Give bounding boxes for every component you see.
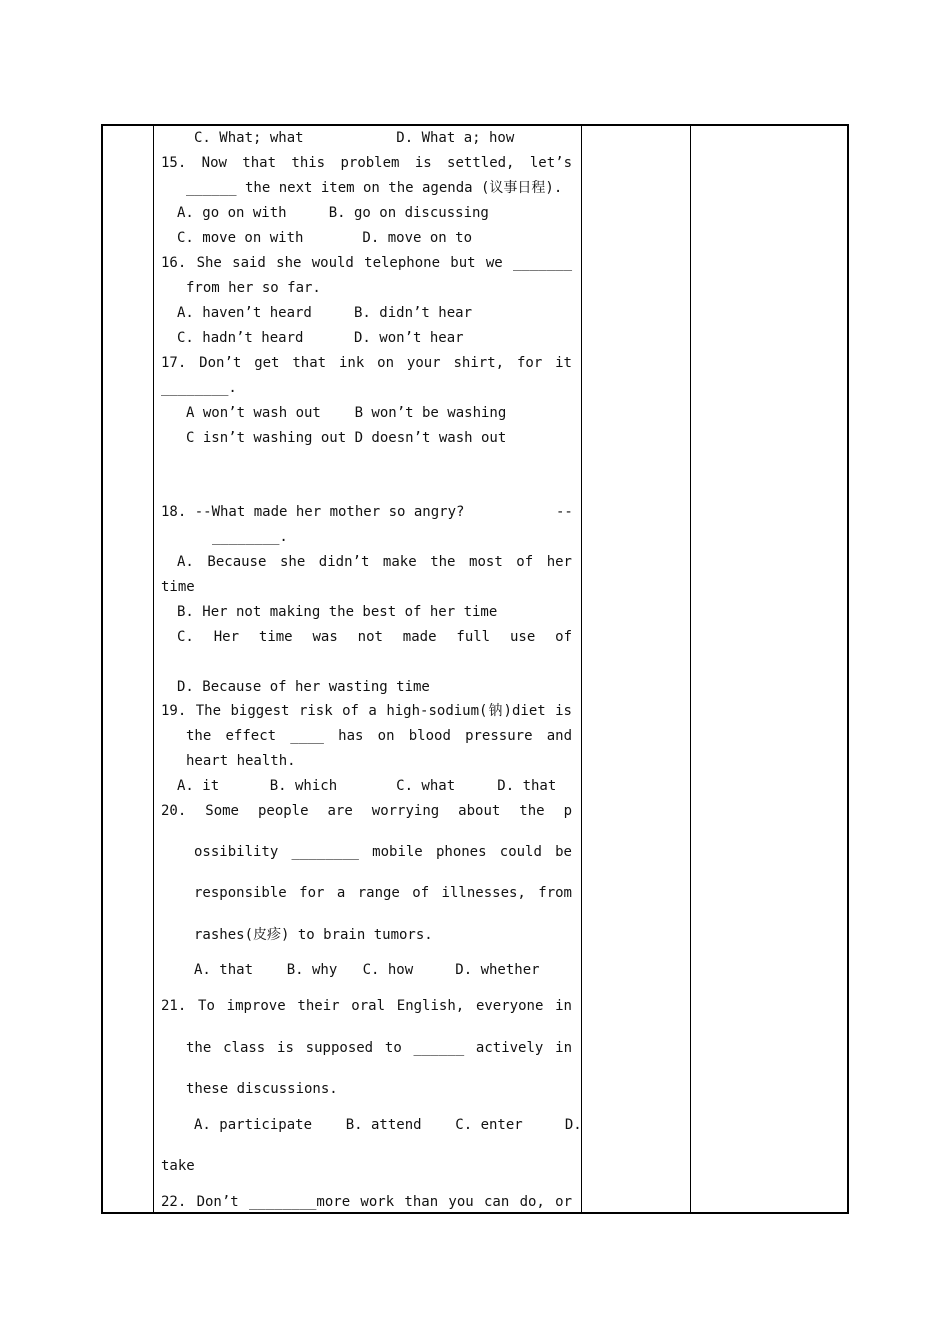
- options-line: C isn’t washing out D doesn’t wash out: [186, 430, 507, 446]
- options-line: time: [161, 579, 195, 595]
- question-line: ________.: [212, 529, 288, 545]
- answer-dash: --: [556, 504, 573, 520]
- options-line: A. go on with B. go on discussing: [177, 205, 489, 221]
- options-line: C. Her time was not made full use of: [177, 629, 572, 645]
- options-line: B. Her not making the best of her time: [177, 604, 498, 620]
- question-line: responsible for a range of illnesses, from: [194, 885, 572, 901]
- options-line: A. that B. why C. how D. whether: [194, 962, 540, 978]
- question-22: 22. Don’t ________more work than you can do, or: [161, 1194, 572, 1210]
- column-divider-3: [690, 126, 691, 1212]
- question-line: these discussions.: [186, 1081, 338, 1097]
- question-18: 18. --What made her mother so angry?: [161, 504, 465, 520]
- question-line: ________.: [161, 380, 237, 396]
- options-line: A. Because she didn’t make the most of her: [177, 554, 572, 570]
- question-line: ______ the next item on the agenda (议事日程).: [186, 180, 563, 196]
- question-16: 16. She said she would telephone but we _______: [161, 255, 572, 271]
- question-20: 20. Some people are worrying about the p: [161, 803, 572, 819]
- question-17: 17. Don’t get that ink on your shirt, for it: [161, 355, 572, 371]
- column-divider-1: [153, 126, 154, 1212]
- options-line: C. move on with D. move on to: [177, 230, 473, 246]
- question-line: rashes(皮疹) to brain tumors.: [194, 927, 433, 943]
- options-line: C. What; what D. What a; how: [194, 130, 515, 146]
- options-line: A. participate B. attend C. enter D.: [194, 1117, 582, 1133]
- question-21: 21. To improve their oral English, everyone in: [161, 998, 572, 1014]
- options-line: A won’t wash out B won’t be washing: [186, 405, 507, 421]
- options-line: D. Because of her wasting time: [177, 679, 430, 695]
- question-line: from her so far.: [186, 280, 321, 296]
- question-15: 15. Now that this problem is settled, let’s: [161, 155, 572, 171]
- options-line: take: [161, 1158, 195, 1174]
- question-line: the class is supposed to ______ actively in: [186, 1040, 572, 1056]
- question-line: the effect ____ has on blood pressure and: [186, 728, 572, 744]
- options-line: C. hadn’t heard D. won’t hear: [177, 330, 464, 346]
- options-line: A. it B. which C. what D. that: [177, 778, 557, 794]
- question-line: heart health.: [186, 753, 296, 769]
- options-line: A. haven’t heard B. didn’t hear: [177, 305, 473, 321]
- column-divider-2: [581, 126, 582, 1212]
- question-19: 19. The biggest risk of a high-sodium(钠)diet is: [161, 703, 572, 719]
- question-line: ossibility ________ mobile phones could be: [194, 844, 572, 860]
